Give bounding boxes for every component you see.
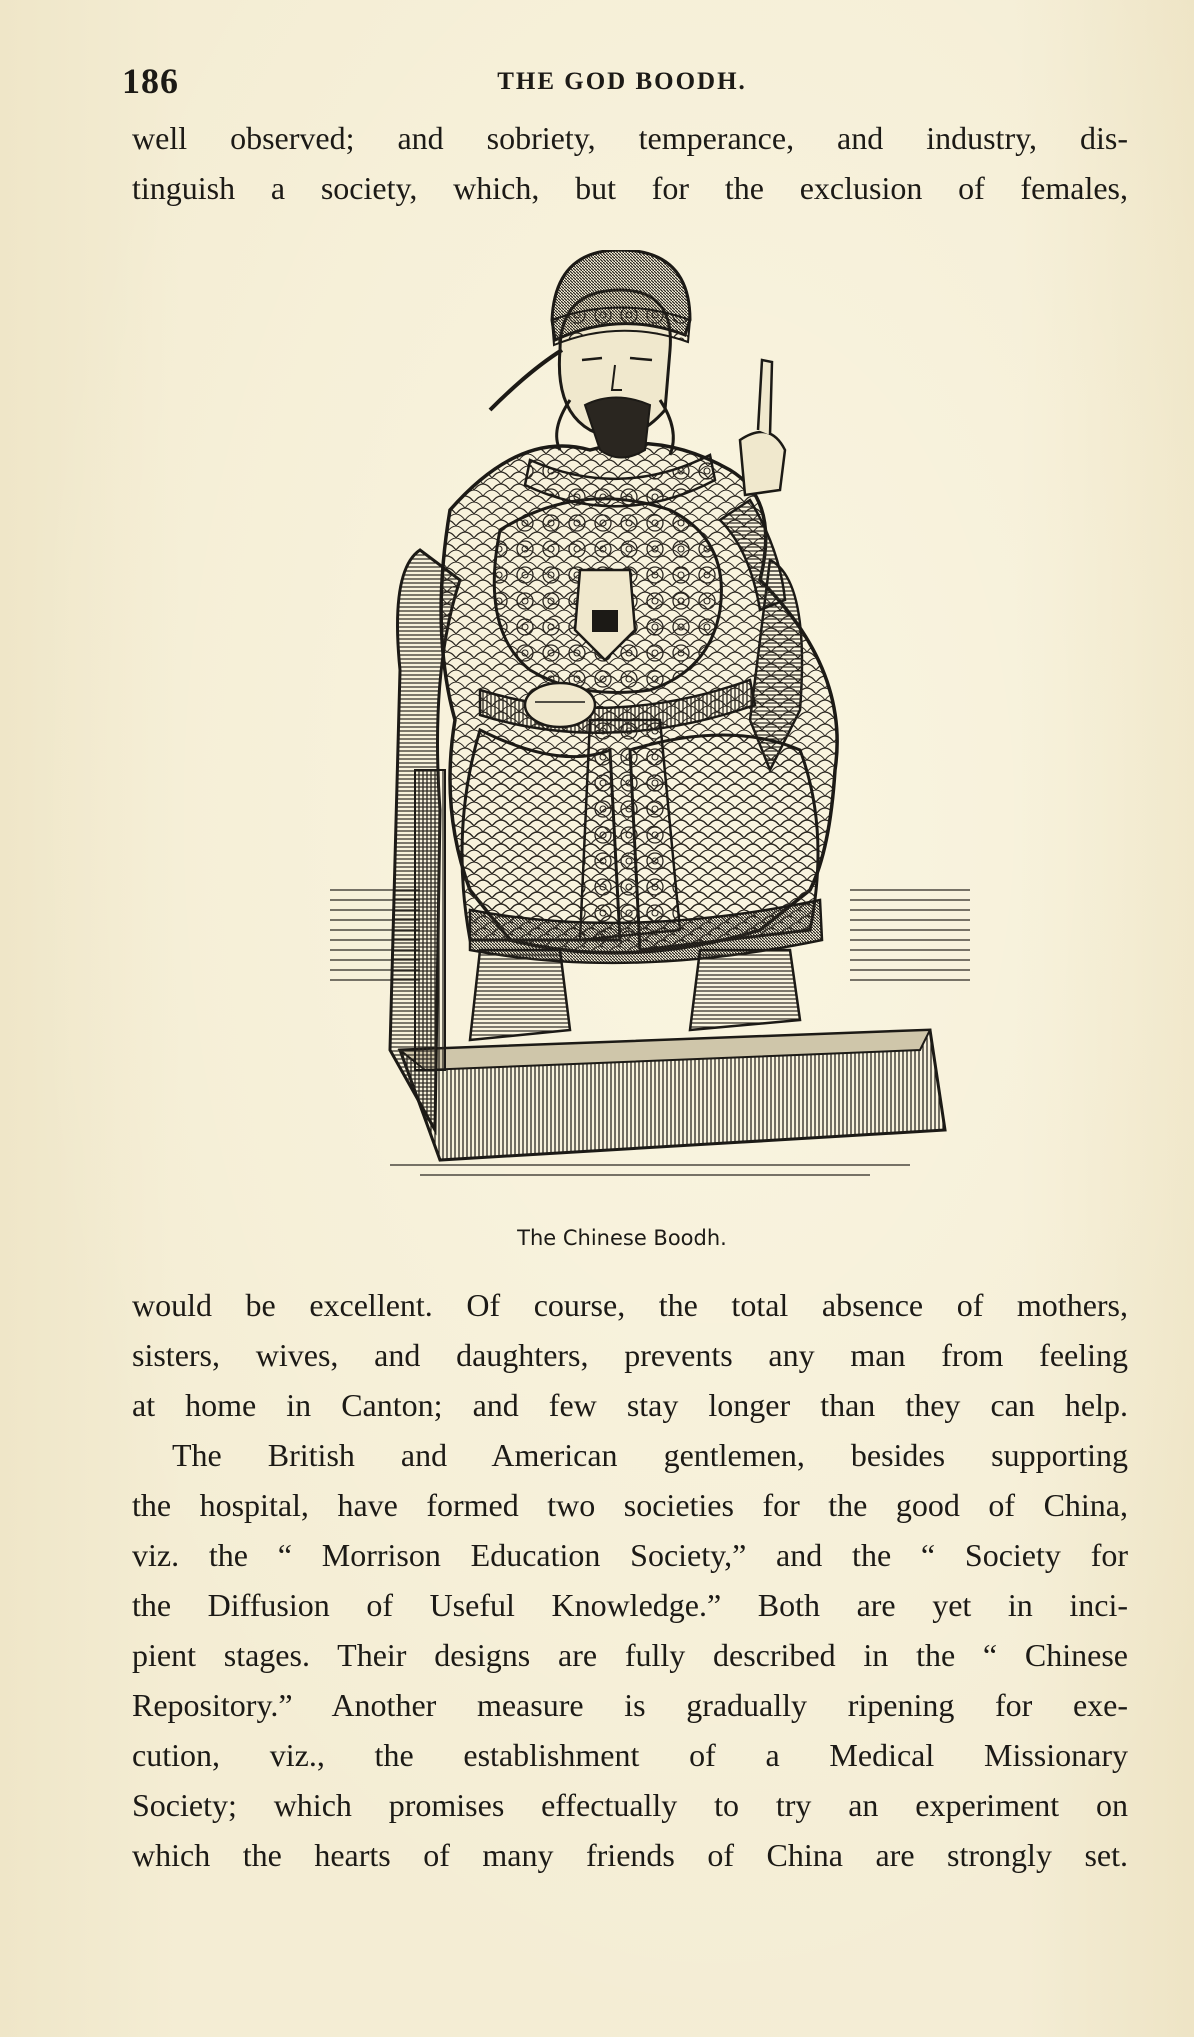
text-line: which the hearts of many friends of China are strongly set. (132, 1837, 1128, 1873)
left-boot (470, 950, 570, 1040)
text-line: the hospital, have formed two societies for the good of China, (132, 1487, 1128, 1523)
text-line: Society; which promises effectually to try an experiment on (132, 1787, 1128, 1823)
page-number: 186 (122, 61, 179, 101)
text-line: pient stages. Their designs are fully described in the “ Chinese (132, 1637, 1128, 1673)
running-head: THE GOD BOODH. (497, 68, 747, 95)
text-line: well observed; and sobriety, temperance, and industry, dis- (132, 120, 1128, 156)
figure-caption: The Chinese Boodh. (517, 1226, 727, 1250)
top-paragraph (132, 113, 1128, 213)
text-line: Repository.” Another measure is gradually ripening for exe- (132, 1687, 1128, 1723)
text-line: The British and American gentlemen, besides supporting (172, 1437, 1128, 1473)
seated-statue-engraving (330, 250, 970, 1180)
text-line: sisters, wives, and daughters, prevents any man from feeling (132, 1337, 1128, 1373)
text-line: at home in Canton; and few stay longer than they can help. (132, 1387, 1128, 1423)
text-line: viz. the “ Morrison Education Society,” and the “ Society for (132, 1537, 1128, 1573)
bottom-paragraphs (132, 1280, 1128, 1880)
text-line: tinguish a society, which, but for the exclusion of females, (132, 170, 1128, 206)
text-line: would be excellent. Of course, the total absence of mothers, (132, 1287, 1128, 1323)
text-line: cution, viz., the establishment of a Medical Missionary (132, 1737, 1128, 1773)
right-boot (690, 950, 800, 1030)
text-line: the Diffusion of Useful Knowledge.” Both are yet in inci- (132, 1587, 1128, 1623)
